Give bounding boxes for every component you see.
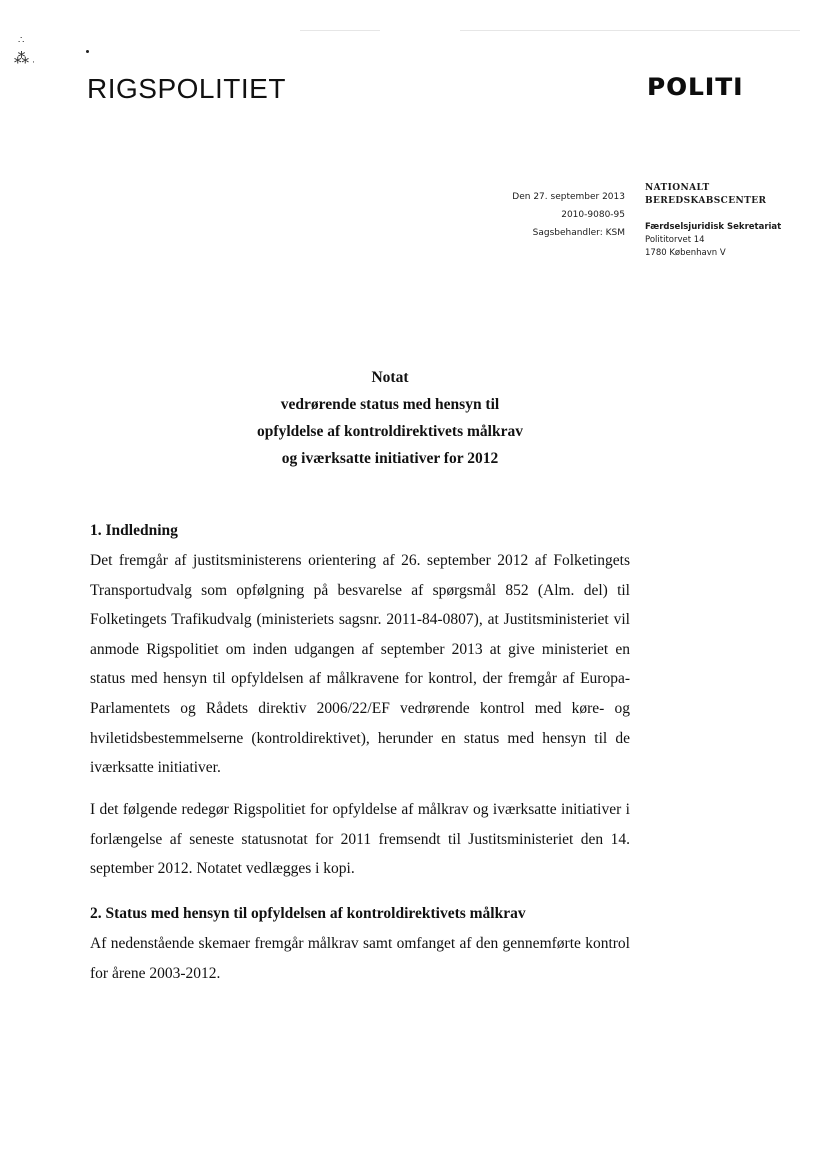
title-line: Notat (371, 369, 409, 386)
section-1-paragraph-1-block (90, 546, 630, 783)
body-paragraph: Det fremgår af justitsministerens orientering af 26. september 2012 af Folketingets Transportudvalg som opfølgning på besvarelse af spørgsmål 852 (Alm. del) til Folketingets Trafikudvalg (ministeriets sagsnr. 2011-84-0807), at Justitsministeriet vil anmode Rigspolitiet om inden udgangen af september 2013 at give ministeriet en status med hensyn til opfyldelsen af målkravene for kontrol, der fremgår af Europa-Parlamentets og Rådets direktiv 2006/22/EF vedrørende kontrol med køre- og hviletidsbestemmelserne (kontroldirektivet), herunder en status med hensyn til de iværksatte initiativer. (90, 552, 630, 777)
department: Færdselsjuridisk Sekretariat (645, 222, 782, 232)
body-paragraph: I det følgende redegør Rigspolitiet for opfyldelse af målkrav og iværksatte initiativer i forlængelse af seneste statusnotat for 2011 fremsendt til Justitsministeriet den 14. september 2012. Notatet vedlægges i kopi. (90, 801, 630, 878)
street: Polititorvet 14 (645, 235, 705, 245)
title-line: vedrørende status med hensyn til (280, 396, 500, 413)
address-block (645, 221, 815, 260)
section-1-paragraph-2-block (90, 795, 630, 884)
case-handler: Sagsbehandler: KSM (532, 228, 625, 238)
politi-logo: POLITI (647, 73, 744, 101)
title-line: og iværksatte initiativer for 2012 (281, 450, 499, 467)
scan-marks (14, 34, 48, 70)
scan-line (300, 30, 380, 31)
section-2-heading-block (90, 904, 630, 924)
document-title (180, 364, 600, 472)
section-heading: 1. Indledning (90, 522, 178, 539)
sender-address (645, 182, 815, 260)
scan-mark-icon: · (32, 57, 35, 67)
section-heading: 2. Status med hensyn til opfyldelsen af kontroldirektivets målkrav (90, 905, 526, 922)
document-date: Den 27. september 2013 (512, 192, 625, 202)
section-1-heading-block (90, 521, 630, 541)
title-line: opfyldelse af kontroldirektivets målkrav (257, 423, 523, 440)
org-name: RIGSPOLITIET (87, 73, 286, 104)
scan-dot (86, 50, 89, 53)
journal-number: 2010-9080-95 (561, 210, 625, 220)
section-2-paragraph-1-block (90, 929, 630, 988)
scan-line (460, 30, 800, 31)
body-paragraph: Af nedenstående skemaer fremgår målkrav samt omfanget af den gennemførte kontrol for årene 2003-2012. (90, 935, 630, 982)
center-name: NATIONALT BEREDSKABSCENTER (645, 183, 767, 206)
city: 1780 København V (645, 248, 726, 258)
scan-mark-icon: ⁂ (14, 51, 29, 67)
scan-mark-icon: ∴ (18, 35, 25, 46)
document-meta (463, 188, 625, 242)
